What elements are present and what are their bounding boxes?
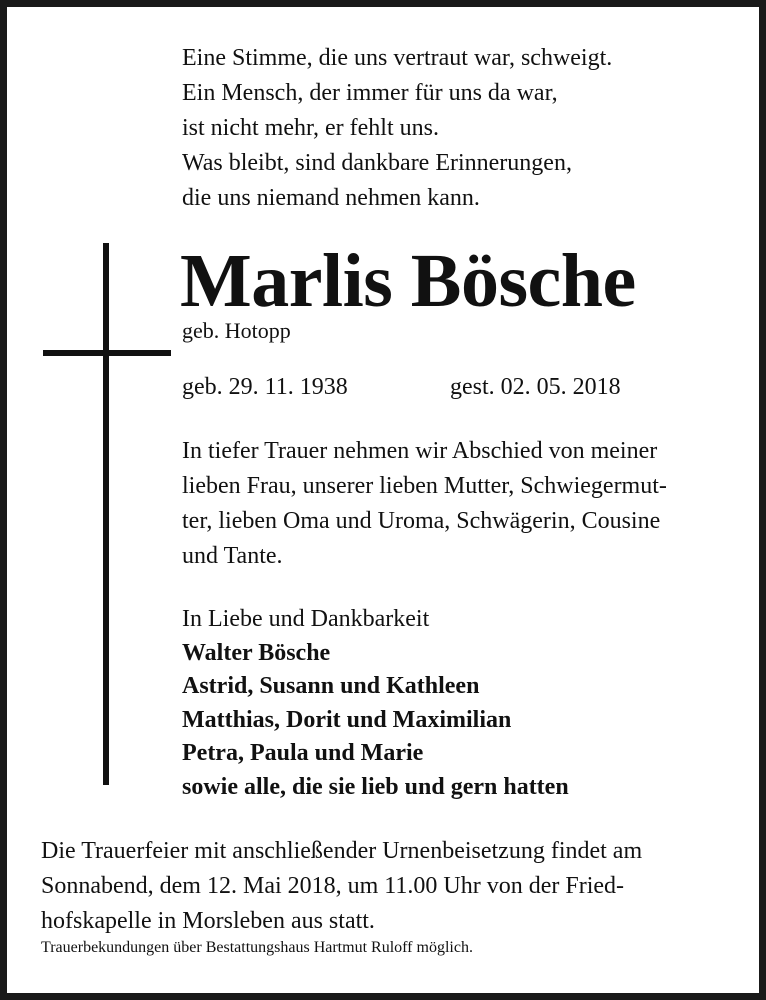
signers-block	[182, 603, 569, 804]
poem-line: die uns niemand nehmen kann.	[182, 185, 480, 211]
death-date: gest. 02. 05. 2018	[450, 374, 621, 400]
signer-name: Petra, Paula und Marie	[182, 740, 424, 766]
deceased-name: Marlis Bösche	[180, 239, 636, 323]
signer-name: Matthias, Dorit und Maximilian	[182, 706, 512, 733]
mourning-line: ter, lieben Oma und Uroma, Schwägerin, Cousine	[182, 508, 661, 534]
mourning-line: lieben Frau, unserer lieben Mutter, Schwiegermut-	[182, 473, 667, 499]
poem	[182, 41, 612, 216]
service-line: Sonnabend, dem 12. Mai 2018, um 11.00 Uhr von der Fried-	[41, 873, 625, 899]
condolences-note: Trauerbekundungen über Bestattungshaus Hartmut Ruloff möglich.	[41, 939, 473, 956]
poem-line: ist nicht mehr, er fehlt uns.	[182, 115, 439, 141]
mourning-line: In tiefer Trauer nehmen wir Abschied von meiner	[182, 438, 658, 464]
mourning-line: und Tante.	[182, 543, 283, 569]
cross-horizontal-bar	[43, 350, 171, 356]
signers-intro: In Liebe und Dankbarkeit	[182, 606, 430, 632]
signer-name: Astrid, Susann und Kathleen	[182, 673, 480, 699]
service-line: Die Trauerfeier mit anschließender Urnenbeisetzung findet am	[41, 838, 643, 864]
poem-line: Was bleibt, sind dankbare Erinnerungen,	[182, 150, 572, 176]
signer-name: sowie alle, die sie lieb und gern hatten	[182, 773, 569, 800]
poem-line: Eine Stimme, die uns vertraut war, schweigt.	[182, 45, 613, 71]
life-dates	[182, 371, 621, 403]
service-line: hofskapelle in Morsleben aus statt.	[41, 908, 375, 934]
maiden-name: geb. Hotopp	[182, 318, 291, 343]
poem-line: Ein Mensch, der immer für uns da war,	[182, 80, 558, 106]
funeral-service-notice	[41, 834, 642, 939]
birth-date: geb. 29. 11. 1938	[182, 374, 348, 400]
cross-vertical-bar	[103, 243, 109, 785]
signer-name: Walter Bösche	[182, 639, 331, 666]
mourning-text	[182, 434, 742, 574]
